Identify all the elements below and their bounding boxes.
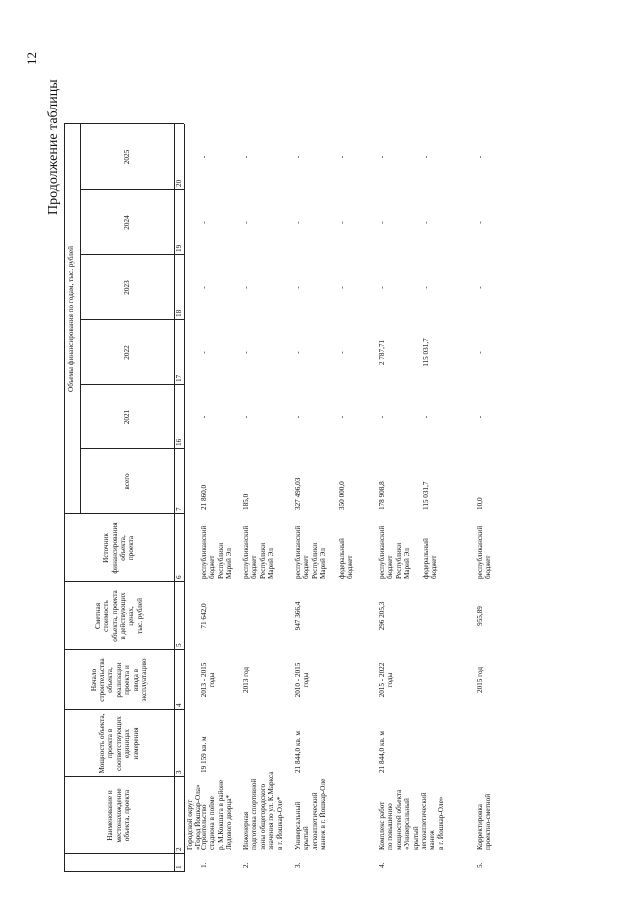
group-header: Объемы финансирования по годам, тыс. рублей [67, 246, 75, 392]
row-number: 4. [378, 862, 386, 868]
row-number: 2. [242, 862, 250, 868]
column-number: 4 [175, 703, 183, 707]
table-rule-v [80, 254, 184, 255]
funding-source-line: Марий Эл [225, 548, 234, 579]
table-rule-h [184, 124, 185, 872]
year-amount: - [337, 221, 346, 224]
object-name-line: легкоатлетический [420, 792, 428, 850]
funding-source-line: Республики [216, 542, 225, 579]
object-name-line: крытый [302, 826, 311, 850]
construction-period-line: 2015 год [476, 667, 484, 693]
object-name-line: манеж в г. Йошкар-Оле [319, 778, 328, 850]
construction-period-line: годы [302, 672, 311, 688]
table-continuation-title: Продолжение таблицы [46, 79, 61, 215]
year-amount: - [476, 351, 484, 354]
funding-source-line: федеральный [337, 538, 346, 579]
year-amount: - [242, 286, 250, 289]
year-amount: 115 031,7 [421, 338, 430, 367]
funding-source-line: республиканский [476, 525, 484, 579]
construction-period-line: 2013 - 2015 [200, 662, 208, 698]
object-name-line: проектно-сметной [484, 793, 493, 850]
column-header-line: местонахождение [114, 788, 123, 843]
funding-source-line: бюджет [302, 555, 311, 579]
year-amount: - [200, 221, 208, 224]
column-header-line: 2024 [122, 215, 131, 230]
column-number: 17 [175, 374, 183, 382]
column-header-line: соответствующих [114, 716, 123, 771]
object-name-line: Корректировка [476, 804, 484, 850]
row-number: 3. [294, 862, 302, 868]
column-header-line: Наименование и [106, 790, 115, 841]
funding-source-line: Республики [394, 542, 403, 579]
funding-source-line: республиканский [200, 525, 208, 579]
object-name-line: манеж [428, 830, 437, 850]
object-name-line: мощностей объекта [394, 789, 403, 850]
year-amount: - [200, 351, 208, 354]
year-amount: - [242, 221, 250, 224]
column-header-line: объекта, [106, 667, 115, 693]
total-amount: 21 860,0 [200, 484, 208, 510]
year-amount: - [337, 351, 346, 354]
year-amount: 2 787,71 [378, 339, 386, 366]
column-header-line: объекта, проекта [110, 590, 119, 642]
column-header-line: эксплуатацию [140, 658, 148, 702]
object-name-line: по повышению [386, 803, 395, 850]
funding-source-line: бюджет [484, 555, 493, 579]
year-amount: - [421, 286, 430, 289]
object-name-line: зоны общегородского [258, 783, 267, 850]
estimated-cost: 947 366,4 [294, 601, 302, 631]
year-amount: - [294, 221, 302, 224]
column-header-line: 2025 [122, 149, 131, 165]
year-amount: - [294, 155, 302, 159]
year-amount: - [294, 351, 302, 354]
funding-source-line: республиканский [294, 525, 302, 579]
year-amount: - [378, 155, 386, 159]
object-name-line: Инженерная [242, 811, 250, 850]
object-name-line: стадиона в пойме [208, 796, 217, 850]
year-amount: - [378, 415, 386, 419]
year-amount: - [200, 415, 208, 419]
table-rule-v [80, 189, 184, 190]
total-amount: 178 908,8 [378, 481, 386, 510]
funding-source-line: республиканский [242, 525, 250, 579]
row-number: 1. [200, 862, 208, 868]
funding-source-line: Республики [310, 542, 319, 579]
column-header-line: тыс. рублей [135, 598, 144, 634]
column-header-line: проекта [127, 535, 136, 561]
capacity-value: 19 159 кв. м [200, 736, 208, 773]
construction-period-line: 2015 - 2022 [378, 662, 386, 698]
funding-source-line: федеральный [421, 538, 430, 579]
column-header-line: в действующих [119, 592, 127, 640]
object-name-line: значения по ул. К.Маркса [267, 771, 276, 850]
year-amount: - [421, 415, 430, 419]
object-name-line: Универсальный [294, 801, 302, 850]
section-title-line: Городской округ [186, 799, 194, 850]
object-name-line: в г. Йошкар-Оле» [436, 796, 445, 850]
row-number: 5. [476, 862, 484, 868]
total-amount: 115 031,7 [421, 481, 430, 510]
construction-period-line: 2010 - 2015 [294, 662, 302, 698]
column-header-line: единицах [123, 729, 132, 758]
table-rule-v [64, 871, 184, 872]
table-rule-v [80, 319, 184, 320]
estimated-cost: 296 205,3 [378, 601, 386, 631]
column-number: 7 [175, 507, 183, 511]
year-amount: - [337, 155, 346, 159]
construction-period-line: годы [386, 672, 395, 688]
table-rule-v [80, 448, 184, 449]
year-amount: - [378, 286, 386, 289]
year-amount: - [337, 415, 346, 419]
year-amount: - [242, 415, 250, 419]
total-amount: 185,0 [242, 493, 250, 510]
year-amount: - [200, 286, 208, 289]
page-number: 12 [24, 52, 39, 65]
object-name-line: «Универсальный [403, 798, 412, 850]
funding-source-line: бюджет [346, 555, 354, 579]
year-amount: - [294, 286, 302, 289]
funding-source-line: бюджет [208, 555, 217, 579]
estimated-cost: 955,89 [476, 606, 484, 626]
table-rule-v [80, 384, 184, 385]
column-header-line: объекта, [119, 535, 127, 561]
column-number: 3 [175, 770, 183, 774]
object-name-line: Комплекс работ [378, 801, 386, 850]
column-header-line: реализации [114, 662, 123, 698]
column-number: 6 [175, 575, 183, 579]
column-header-line: Источник [102, 533, 111, 563]
funding-source-line: Республики [258, 542, 267, 579]
year-amount: - [294, 415, 302, 419]
column-header-line: всего [122, 473, 131, 490]
year-amount: - [476, 286, 484, 289]
funding-source-line: республиканский [378, 525, 386, 579]
column-header-line: 2021 [122, 409, 131, 425]
column-number: 5 [175, 643, 183, 647]
object-name-line: Строительство [200, 804, 208, 850]
total-amount: 327 496,03 [294, 477, 302, 510]
rotated-page-content [20, 20, 620, 880]
year-amount: - [421, 221, 430, 224]
column-header-line: строительства [98, 658, 106, 702]
object-name-line: р. М.Кокшага в районе [216, 779, 225, 850]
construction-period-line: 2013 год [242, 667, 250, 693]
column-number: 16 [175, 438, 183, 446]
object-name-line: Ледового дворца* [225, 794, 234, 850]
year-amount: - [476, 155, 484, 159]
column-header-line: Мощность объекта, [98, 713, 106, 774]
capacity-value: 21 844,0 кв. м [378, 731, 386, 773]
funding-source-line: бюджет [430, 555, 438, 579]
column-header-line: финансирования [110, 522, 119, 574]
year-amount: - [378, 221, 386, 224]
year-amount: - [476, 221, 484, 224]
column-number: 2 [175, 847, 183, 851]
column-header-line: 2022 [122, 345, 131, 360]
funding-source-line: бюджет [386, 555, 395, 579]
year-amount: - [200, 155, 208, 159]
column-number: 1 [175, 865, 183, 869]
column-header-line: измерения [131, 727, 140, 760]
column-header-line: Начало [89, 668, 98, 692]
object-name-line: легкоатлетический [310, 792, 319, 850]
column-header-line: проекта в [106, 728, 115, 759]
column-header-line: Сметная [93, 602, 102, 630]
construction-period-line: годы [208, 672, 217, 688]
column-header-line: ввода в [131, 668, 140, 692]
object-name-line: подготовка спортивной [250, 778, 259, 850]
year-amount: - [242, 351, 250, 354]
year-amount: - [242, 155, 250, 159]
year-amount: - [476, 415, 484, 419]
column-number: 20 [175, 179, 183, 187]
table-rule-h [174, 124, 175, 872]
total-amount: 350 000,0 [337, 481, 346, 510]
funding-source-line: бюджет [250, 555, 259, 579]
year-amount: - [421, 155, 430, 159]
column-header-line: 2023 [122, 280, 131, 295]
capacity-value: 21 844,0 кв. м [294, 731, 302, 773]
column-number: 18 [175, 309, 183, 317]
table-rule-h [64, 124, 65, 872]
funding-source-line: Марий Эл [267, 548, 276, 579]
object-name-line: крытый [411, 826, 420, 850]
funding-source-line: Марий Эл [319, 548, 328, 579]
total-amount: 10,0 [476, 497, 484, 510]
column-header-line: проекта и [123, 665, 132, 695]
estimated-cost: 71 642,0 [200, 603, 208, 629]
column-header-line: объекта, проекта [123, 789, 132, 842]
object-name-line: в г. Йошкар-Оле* [275, 796, 284, 850]
section-title-line: «Город Йошкар-Ола» [194, 784, 203, 850]
year-amount: - [337, 286, 346, 289]
funding-source-line: Марий Эл [403, 548, 412, 579]
column-number: 19 [175, 244, 183, 252]
column-header-line: стоимость [102, 600, 111, 632]
column-header-line: ценах, [127, 606, 136, 626]
